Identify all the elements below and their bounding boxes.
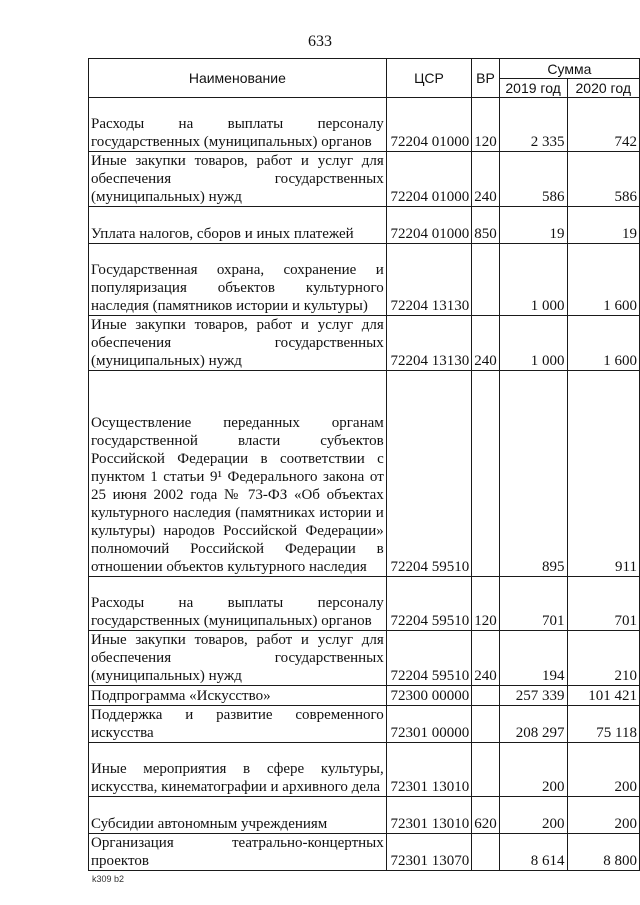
row-vr (472, 834, 500, 871)
row-sum-2019: 8 614 (499, 834, 567, 871)
row-vr: 240 (472, 631, 500, 686)
row-name: Субсидии автономным учреждениям (89, 797, 387, 834)
row-name: Организация театрально-концертных проектов (89, 834, 387, 871)
table-row (89, 797, 640, 834)
row-sum-2020: 1 600 (567, 244, 639, 316)
header-sum: Сумма (499, 59, 639, 79)
row-sum-2019: 208 297 (499, 706, 567, 743)
row-sum-2020: 75 118 (567, 706, 639, 743)
row-sum-2020: 701 (567, 577, 639, 631)
row-csr: 72204 59510 (386, 371, 471, 577)
table-row (89, 834, 640, 871)
row-sum-2020: 8 800 (567, 834, 639, 871)
row-csr: 72301 13070 (386, 834, 471, 871)
row-sum-2019: 586 (499, 152, 567, 207)
row-sum-2020: 101 421 (567, 686, 639, 706)
row-sum-2020: 911 (567, 371, 639, 577)
row-name: Иные закупки товаров, работ и услуг для обеспечения государственных (муниципальных) нужд (89, 631, 387, 686)
row-sum-2019: 2 335 (499, 98, 567, 152)
table-row (89, 743, 640, 797)
row-name: Иные закупки товаров, работ и услуг для обеспечения государственных (муниципальных) нужд (89, 316, 387, 371)
row-csr: 72204 13130 (386, 244, 471, 316)
row-vr: 120 (472, 577, 500, 631)
row-sum-2019: 1 000 (499, 244, 567, 316)
row-name: Осуществление переданных органам государственной власти субъектов Российской Федерации в соответствии с пунктом 1 статьи 9¹ Федерального закона от 25 июня 2002 года № 73-ФЗ «Об объектах культурного наследия (памятниках истории и культуры) народов Российской Федерации» полномочий Российской Федерации в отношении объектов культурного наследия (89, 371, 387, 577)
row-sum-2019: 194 (499, 631, 567, 686)
table-row (89, 244, 640, 316)
table-row (89, 207, 640, 244)
row-sum-2020: 200 (567, 797, 639, 834)
row-csr: 72300 00000 (386, 686, 471, 706)
row-sum-2020: 1 600 (567, 316, 639, 371)
row-vr: 120 (472, 98, 500, 152)
row-name: Иные закупки товаров, работ и услуг для обеспечения государственных (муниципальных) нужд (89, 152, 387, 207)
table-row (89, 631, 640, 686)
row-vr: 240 (472, 316, 500, 371)
table-row (89, 316, 640, 371)
row-csr: 72301 13010 (386, 797, 471, 834)
row-name: Расходы на выплаты персоналу государственных (муниципальных) органов (89, 577, 387, 631)
row-sum-2020: 586 (567, 152, 639, 207)
row-csr: 72301 00000 (386, 706, 471, 743)
row-vr (472, 686, 500, 706)
row-name: Расходы на выплаты персоналу государственных (муниципальных) органов (89, 98, 387, 152)
row-vr: 850 (472, 207, 500, 244)
row-name: Государственная охрана, сохранение и популяризация объектов культурного наследия (памятников истории и культуры) (89, 244, 387, 316)
table-row (89, 686, 640, 706)
row-csr: 72204 01000 (386, 152, 471, 207)
row-csr: 72204 13130 (386, 316, 471, 371)
row-sum-2019: 257 339 (499, 686, 567, 706)
row-vr (472, 743, 500, 797)
row-name: Поддержка и развитие современного искусства (89, 706, 387, 743)
row-sum-2019: 19 (499, 207, 567, 244)
table-row (89, 706, 640, 743)
footer-code: k309 b2 (92, 874, 125, 884)
row-csr: 72204 59510 (386, 631, 471, 686)
table-row (89, 152, 640, 207)
row-csr: 72204 59510 (386, 577, 471, 631)
row-name: Подпрограмма «Искусство» (89, 686, 387, 706)
page-number: 633 (308, 33, 332, 50)
row-sum-2020: 210 (567, 631, 639, 686)
row-vr: 240 (472, 152, 500, 207)
header-csr: ЦСР (386, 59, 471, 98)
header-year-2020: 2020 год (567, 79, 639, 98)
row-sum-2019: 200 (499, 797, 567, 834)
row-csr: 72301 13010 (386, 743, 471, 797)
row-name: Уплата налогов, сборов и иных платежей (89, 207, 387, 244)
row-vr (472, 706, 500, 743)
header-name: Наименование (89, 59, 387, 98)
header-vr: ВР (472, 59, 500, 98)
table-row (89, 577, 640, 631)
row-name: Иные мероприятия в сфере культуры, искусства, кинематографии и архивного дела (89, 743, 387, 797)
row-sum-2020: 200 (567, 743, 639, 797)
row-vr: 620 (472, 797, 500, 834)
table-row (89, 98, 640, 152)
budget-table (88, 58, 640, 871)
row-csr: 72204 01000 (386, 207, 471, 244)
row-sum-2019: 701 (499, 577, 567, 631)
row-sum-2019: 895 (499, 371, 567, 577)
row-csr: 72204 01000 (386, 98, 471, 152)
header-year-2019: 2019 год (499, 79, 567, 98)
row-vr (472, 244, 500, 316)
row-sum-2020: 19 (567, 207, 639, 244)
row-vr (472, 371, 500, 577)
row-sum-2020: 742 (567, 98, 639, 152)
table-row (89, 371, 640, 577)
row-sum-2019: 1 000 (499, 316, 567, 371)
row-sum-2019: 200 (499, 743, 567, 797)
